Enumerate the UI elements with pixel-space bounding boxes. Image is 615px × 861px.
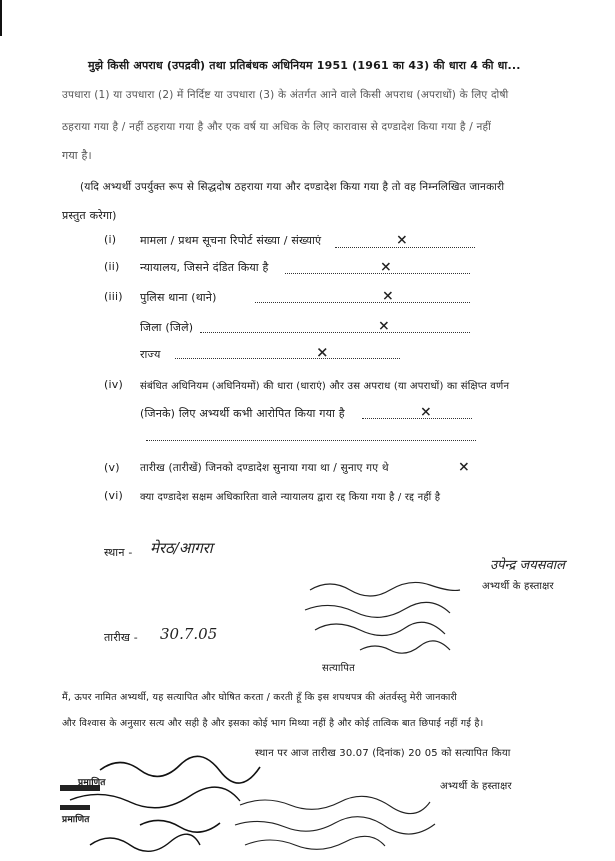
place-label: स्थान - (104, 546, 133, 559)
item-iv-label-2: (जिनके) लिए अभ्यर्थी कभी आरोपित किया गया है (140, 407, 345, 420)
item-district-mark: × (378, 318, 390, 334)
declaration-sig-label: अभ्यर्थी के हस्ताक्षर (440, 781, 512, 792)
item-iii-num: (iii) (104, 290, 123, 303)
note-line-1: (यदि अभ्यर्थी उपर्युक्त रूप से सिद्धदोष ठहराया गया और दण्डादेश किया गया है तो वह निम्नलिखित जानकारी (80, 181, 505, 193)
declaration-line-3: स्थान पर आज तारीख 30.07 (दिनांक) 20 05 को सत्यापित किया (255, 748, 511, 759)
item-ii-num: (ii) (104, 260, 120, 273)
item-district-label: जिला (जिले) (140, 321, 194, 334)
item-i-label: मामला / प्रथम सूचना रिपोर्ट संख्या / संख्याएं (140, 234, 322, 247)
date-label: तारीख - (104, 631, 138, 644)
item-state-label: राज्य (140, 348, 161, 361)
item-iv-mark: × (420, 404, 432, 420)
item-ii-mark: × (380, 259, 392, 275)
item-iv-label: संबंधित अधिनियम (अधिनियमों) की धारा (धाराएं) और उस अपराध (या अपराधों) का संक्षिप्त वर्णन (140, 381, 510, 392)
footer-left-label-1: प्रमाणित (78, 778, 106, 788)
header-line-2: उपधारा (1) या उपधारा (2) में निर्दिष्ट या उपधारा (3) के अंतर्गत आने वाले किसी अपराध (अपराधों) के लिए दोषी (62, 89, 509, 101)
item-ii-label: न्यायालय, जिसने दंडित किया है (140, 261, 269, 274)
item-iv-num: (iv) (104, 378, 123, 391)
item-state-rule (175, 358, 400, 359)
header-line-3: ठहराया गया है / नहीं ठहराया गया है और एक वर्ष या अधिक के लिए कारावास से दण्डादेश किया गया है / नहीं (62, 121, 491, 133)
header-line-4: गया है। (62, 149, 92, 162)
item-iii-rule (255, 302, 470, 303)
item-vi-label: क्या दण्डादेश सक्षम अधिकारिता वाले न्यायालय द्वारा रद्द किया गया है / रद्द नहीं है (140, 492, 441, 503)
margin-mark (0, 0, 2, 36)
place-value: मेरठ/आगरा (150, 539, 213, 557)
item-i-mark: × (396, 232, 408, 248)
note-line-2: प्रस्तुत करेगा) (62, 209, 117, 222)
item-iii-label: पुलिस थाना (थाने) (140, 291, 217, 304)
candidate-signature: उपेन्द्र जयसवाल (490, 558, 565, 573)
item-state-mark: × (316, 343, 329, 361)
footer-scribble-right (230, 790, 530, 860)
item-ii-rule (285, 273, 470, 274)
item-iv-rule (362, 418, 472, 419)
item-v-num: (v) (104, 461, 120, 474)
declaration-line-1: मैं, ऊपर नामित अभ्यर्थी, यह सत्यापित और घोषित करता / करती हूँ कि इस शपथपत्र की अंतर्वस्तु मेरी जानकारी (62, 692, 458, 703)
item-v-mark: × (458, 459, 470, 475)
header-line-1: मुझे किसी अपराध (उपद्रवी) तथा प्रतिबंधक अधिनियम 1951 (1961 का 43) की धारा 4 की धा... (88, 59, 521, 72)
item-iii-mark: × (382, 288, 394, 304)
item-iv-rule-2 (146, 440, 476, 441)
footer-left-label-2: प्रमाणित (62, 815, 90, 825)
item-v-label: तारीख (तारीखें) जिनको दण्डादेश सुनाया गया था / सुनाए गए थे (140, 462, 389, 474)
candidate-sig-label: अभ्यर्थी के हस्ताक्षर (482, 581, 554, 592)
item-vi-num: (vi) (104, 489, 123, 502)
attestation-label: सत्यापित (322, 663, 356, 674)
attestation-scribble (300, 570, 470, 670)
item-district-rule (200, 332, 470, 333)
declaration-line-2: और विश्वास के अनुसार सत्य और सही है और इसका कोई भाग मिथ्या नहीं है और कोई तात्विक बात छिपाई नहीं गई है। (62, 718, 484, 729)
date-value: 30.7.05 (160, 625, 218, 643)
item-i-num: (i) (104, 233, 117, 246)
